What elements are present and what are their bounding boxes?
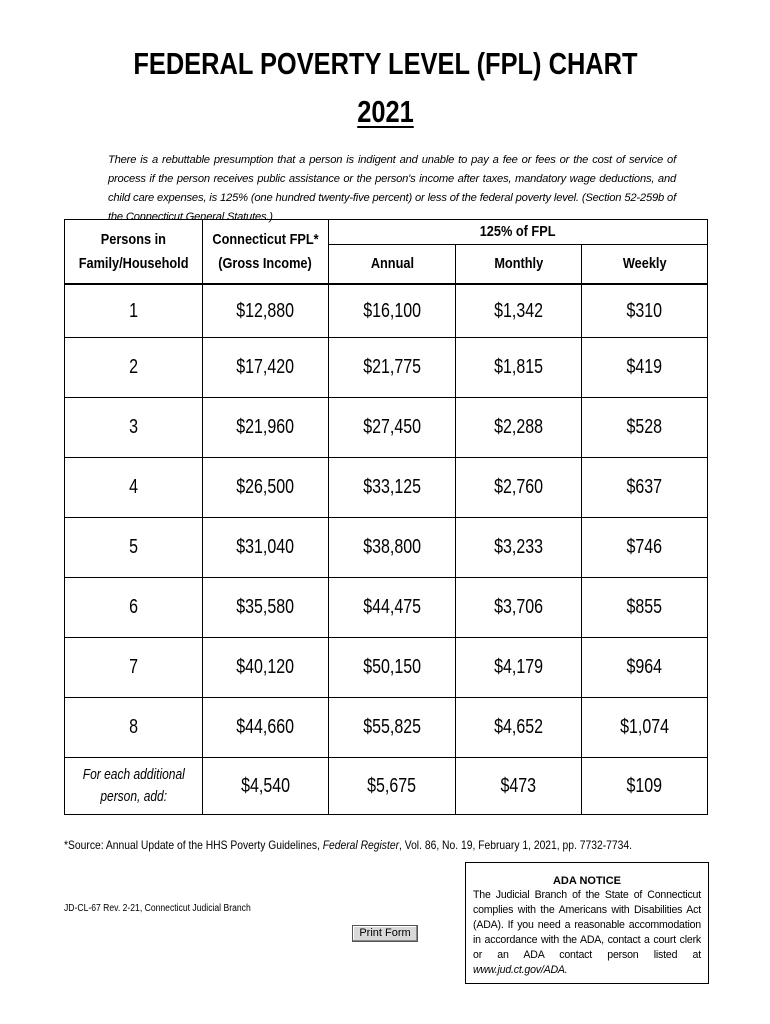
cell-persons — [65, 638, 203, 698]
cell-annual-value: $21,775 — [363, 356, 421, 378]
cell-weekly-value: $855 — [626, 596, 663, 618]
cell-persons — [65, 518, 203, 578]
cell-weekly-value: $528 — [626, 416, 663, 438]
cell-monthly-value: $4,179 — [494, 656, 543, 678]
cell-ct-fpl-value: $40,120 — [236, 656, 295, 678]
cell-persons — [65, 578, 203, 638]
cell-annual-value: $38,800 — [363, 536, 421, 558]
cell-persons-value: 7 — [129, 656, 138, 678]
additional-label-line2: person, add: — [100, 788, 167, 805]
print-form-button[interactable]: Print Form — [352, 925, 418, 942]
cell-persons — [65, 698, 203, 758]
cell-ct-fpl — [203, 698, 329, 758]
header-weekly-label: Weekly — [622, 255, 667, 272]
cell-persons-value: 3 — [129, 416, 138, 438]
cell-monthly — [456, 578, 582, 638]
cell-weekly-value: $964 — [626, 656, 663, 678]
page-year-text: 2021 — [356, 94, 414, 129]
table-row — [65, 338, 708, 398]
table-row — [65, 284, 708, 338]
source-publication: Federal Register — [322, 838, 400, 852]
cell-ct-fpl — [203, 458, 329, 518]
cell-monthly — [456, 758, 582, 815]
table-header-row — [65, 220, 708, 245]
cell-monthly — [456, 284, 582, 338]
header-125-group — [329, 220, 708, 245]
header-ct-fpl-line2: (Gross Income) — [218, 254, 313, 272]
header-persons-line1: Persons in — [100, 230, 167, 248]
cell-weekly-value: $746 — [626, 536, 663, 558]
cell-annual — [329, 458, 456, 518]
ada-notice — [465, 862, 709, 984]
cell-weekly — [582, 338, 708, 398]
cell-ct-fpl-value: $26,500 — [236, 476, 295, 498]
additional-label-line1: For each additional — [82, 766, 185, 783]
cell-monthly — [456, 338, 582, 398]
cell-ct-fpl-value: $31,040 — [236, 536, 295, 558]
cell-annual — [329, 518, 456, 578]
page-year — [0, 94, 770, 130]
cell-annual — [329, 578, 456, 638]
cell-annual-value: $33,125 — [363, 476, 421, 498]
cell-monthly — [456, 518, 582, 578]
cell-weekly-value: $310 — [626, 299, 663, 322]
cell-persons-value: 6 — [129, 596, 138, 618]
cell-annual-value: $27,450 — [363, 416, 421, 438]
header-monthly-label: Monthly — [494, 255, 543, 272]
cell-weekly — [582, 758, 708, 815]
header-annual-label: Annual — [370, 255, 414, 272]
cell-annual-value: $50,150 — [363, 656, 421, 678]
cell-annual-value: $55,825 — [363, 716, 421, 738]
cell-weekly-value: $109 — [626, 774, 663, 797]
header-annual — [329, 245, 456, 285]
ada-notice-text: The Judicial Branch of the State of Connecticut complies with the Americans with Disabilities Act (ADA). If you need a reasonable accommodation in accordance with the ADA, contact a court clerk or an ADA contact person listed at — [473, 889, 701, 961]
cell-annual — [329, 698, 456, 758]
cell-ct-fpl-value: $4,540 — [241, 774, 290, 797]
cell-weekly-value: $637 — [626, 476, 663, 498]
cell-monthly-value: $4,652 — [494, 716, 543, 738]
cell-ct-fpl — [203, 758, 329, 815]
header-persons-line2: Family/Household — [78, 254, 189, 272]
cell-ct-fpl — [203, 398, 329, 458]
cell-weekly — [582, 518, 708, 578]
cell-annual — [329, 398, 456, 458]
table-row — [65, 518, 708, 578]
fpl-table — [64, 219, 708, 815]
intro-paragraph: There is a rebuttable presumption that a person is indigent and unable to pay a fee or fees or the cost of service of process if the person receives public assistance or the person's income after taxes, mandatory wage deductions, and child care expenses, is 125% (one hundred twenty-five percent) or less of the federal poverty level. (Section 52-259b of the Connecticut General Statutes.) — [108, 154, 676, 223]
cell-ct-fpl — [203, 284, 329, 338]
source-note — [64, 838, 724, 852]
cell-monthly-value: $1,815 — [494, 356, 543, 378]
page-title-text: FEDERAL POVERTY LEVEL (FPL) CHART — [132, 46, 638, 81]
ada-notice-body — [473, 888, 701, 978]
source-prefix: *Source: Annual Update of the HHS Poverty Guidelines, — [64, 838, 323, 852]
header-ct-fpl — [203, 220, 329, 285]
cell-persons-value: 2 — [129, 356, 138, 378]
table-row-additional — [65, 758, 708, 815]
cell-ct-fpl-value: $35,580 — [236, 596, 295, 618]
ada-notice-title: ADA NOTICE — [552, 875, 622, 887]
cell-weekly-value: $1,074 — [620, 716, 669, 738]
cell-ct-fpl — [203, 638, 329, 698]
table-row — [65, 398, 708, 458]
header-weekly — [582, 245, 708, 285]
header-persons — [65, 220, 203, 285]
table-row — [65, 698, 708, 758]
cell-annual-value: $44,475 — [363, 596, 421, 618]
cell-monthly-value: $2,760 — [494, 476, 543, 498]
cell-monthly — [456, 698, 582, 758]
page-title — [0, 46, 770, 82]
cell-persons-value: 8 — [129, 716, 138, 738]
cell-monthly — [456, 398, 582, 458]
cell-weekly — [582, 284, 708, 338]
cell-monthly-value: $2,288 — [494, 416, 543, 438]
header-monthly — [456, 245, 582, 285]
cell-ct-fpl-value: $17,420 — [236, 356, 295, 378]
source-suffix: , Vol. 86, No. 19, February 1, 2021, pp. 7732-7734. — [399, 838, 632, 852]
cell-persons-value: 5 — [129, 536, 138, 558]
cell-ct-fpl-value: $44,660 — [236, 716, 295, 738]
cell-weekly — [582, 638, 708, 698]
cell-weekly — [582, 698, 708, 758]
form-id-text: JD-CL-67 Rev. 2-21, Connecticut Judicial Branch — [64, 903, 251, 914]
table-row — [65, 458, 708, 518]
cell-ct-fpl-value: $12,880 — [236, 299, 295, 322]
cell-monthly — [456, 638, 582, 698]
cell-weekly — [582, 458, 708, 518]
cell-persons — [65, 284, 203, 338]
cell-weekly — [582, 578, 708, 638]
cell-monthly-value: $3,706 — [494, 596, 543, 618]
ada-link[interactable]: www.jud.ct.gov/ADA. — [473, 964, 568, 976]
cell-annual — [329, 638, 456, 698]
cell-additional-label — [65, 758, 203, 815]
cell-monthly — [456, 458, 582, 518]
table-row — [65, 638, 708, 698]
cell-monthly-value: $3,233 — [494, 536, 543, 558]
cell-annual — [329, 338, 456, 398]
cell-annual — [329, 758, 456, 815]
table-row — [65, 578, 708, 638]
header-ct-fpl-line1: Connecticut FPL* — [212, 230, 319, 248]
cell-weekly-value: $419 — [626, 356, 663, 378]
cell-monthly-value: $1,342 — [494, 299, 543, 322]
cell-annual-value: $16,100 — [363, 299, 421, 322]
cell-monthly-value: $473 — [500, 774, 537, 797]
cell-persons — [65, 338, 203, 398]
form-id — [64, 903, 281, 914]
cell-annual-value: $5,675 — [367, 774, 417, 797]
cell-weekly — [582, 398, 708, 458]
cell-persons — [65, 398, 203, 458]
cell-annual — [329, 284, 456, 338]
cell-persons-value: 4 — [129, 476, 138, 498]
cell-ct-fpl — [203, 338, 329, 398]
cell-ct-fpl — [203, 518, 329, 578]
header-125-group-label: 125% of FPL — [480, 223, 556, 240]
cell-persons-value: 1 — [129, 299, 138, 322]
cell-ct-fpl-value: $21,960 — [236, 416, 295, 438]
cell-ct-fpl — [203, 578, 329, 638]
cell-persons — [65, 458, 203, 518]
